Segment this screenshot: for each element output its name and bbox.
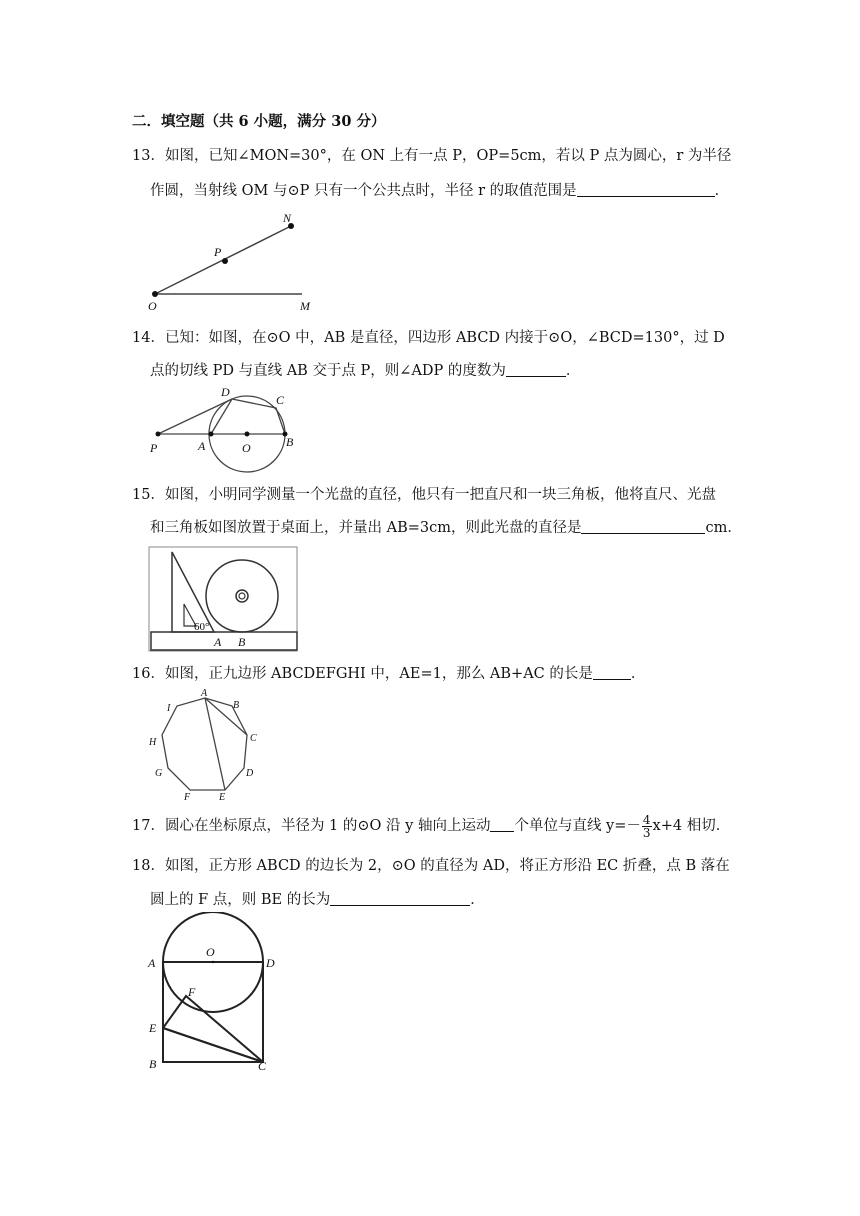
label-i: I: [167, 703, 171, 714]
label-a: A: [214, 635, 222, 649]
q18-text: 圆上的 F 点，则 BE 的长为: [150, 892, 331, 908]
q15-figure: [148, 546, 300, 654]
q17-text-1: 17．圆心在坐标原点，半径为 1 的⊙O 沿 y 轴向上运动: [132, 818, 491, 834]
label-p: P: [150, 441, 158, 455]
q17-answer-blank: [490, 817, 514, 832]
q17-numerator: 4: [642, 812, 651, 827]
disc: [206, 560, 278, 632]
q16-text: 16．如图，正九边形 ABCDEFGHI 中，AE=1，那么 AB+AC 的长是: [132, 666, 593, 682]
label-g: G: [155, 768, 163, 779]
q13-text: 作圆，当射线 OM 与⊙P 只有一个公共点时，半径 r 的取值范围是: [150, 183, 577, 199]
label-b: B: [233, 700, 240, 711]
label-a: A: [198, 439, 206, 453]
q14-answer-blank: [506, 362, 566, 377]
point-p: [222, 258, 228, 264]
q18-line1: 18．如图，正方形 ABCD 的边长为 2，⊙O 的直径为 AD，将正方形沿 EC 折叠，点 B 落在: [132, 858, 730, 874]
section-title: 二．填空题（共 6 小题，满分 30 分）: [132, 113, 386, 130]
label-o: O: [242, 441, 251, 455]
q13-figure: [140, 206, 340, 316]
label-a: A: [201, 688, 208, 699]
point-o: [152, 291, 158, 297]
q15-answer-blank: [581, 519, 705, 534]
q14-line1: 14．已知：如图，在⊙O 中，AB 是直径，四边形 ABCD 内接于⊙O，∠BCD=130°，过 D: [132, 330, 725, 346]
label-o: O: [148, 299, 157, 313]
label-a: A: [148, 956, 156, 970]
label-e: E: [149, 1021, 157, 1035]
label-m: M: [300, 299, 310, 313]
q16-figure: [140, 688, 270, 806]
label-o: O: [206, 945, 215, 959]
point-a: [209, 432, 214, 437]
q15-end: cm．: [705, 520, 742, 536]
q13-line2: [150, 181, 729, 201]
label-f: F: [188, 985, 196, 999]
label-d: D: [221, 385, 230, 399]
folded-edges: [163, 996, 263, 1062]
nonagon: [162, 698, 247, 790]
ruler: [151, 632, 297, 650]
q18-line2: [150, 890, 485, 910]
label-c: C: [258, 1059, 267, 1073]
point-p: [156, 432, 161, 437]
q15-text: 和三角板如图放置于桌面上，并量出 AB=3cm，则此光盘的直径是: [150, 520, 582, 536]
q14-line2: [150, 361, 580, 381]
q17-fraction: [642, 814, 652, 839]
q14-end: ．: [565, 363, 581, 379]
q16-answer-blank: [593, 665, 631, 680]
label-angle: 60°: [194, 621, 210, 633]
q17-text-3: x+4 相切．: [652, 818, 731, 834]
q15-line1: 15．如图，小明同学测量一个光盘的直径，他只有一把直尺和一块三角板，他将直尺、光盘: [132, 487, 716, 503]
photo-frame: [149, 547, 297, 651]
label-b: B: [286, 435, 294, 449]
q13-line1: 13．如图，已知∠MON=30°，在 ON 上有一点 P，OP=5cm，若以 P 点为圆心，r 为半径: [132, 148, 732, 164]
q17-text-2: 个单位与直线 y=－: [514, 818, 641, 834]
label-e: E: [219, 792, 226, 803]
q13-answer-blank: [577, 182, 715, 197]
label-d: D: [246, 768, 254, 779]
label-b: B: [238, 635, 246, 649]
label-c: C: [250, 733, 257, 744]
label-c: C: [276, 393, 285, 407]
q16-end: ．: [630, 666, 646, 682]
label-b: B: [149, 1057, 157, 1071]
point-o: [212, 961, 214, 963]
q14-figure: [140, 384, 310, 476]
label-h: H: [149, 737, 157, 748]
q18-answer-blank: [330, 891, 470, 906]
q17-denominator: 3: [642, 825, 651, 840]
q17-line: [132, 813, 730, 839]
disc-hole-inner: [239, 593, 245, 599]
label-n: N: [283, 211, 292, 225]
q14-text: 点的切线 PD 与直线 AB 交于点 P，则∠ADP 的度数为: [150, 363, 506, 379]
diagonal-ae: [205, 698, 225, 790]
point-o: [245, 432, 250, 437]
q18-end: ．: [470, 892, 485, 908]
q16-line1: [132, 664, 645, 684]
q18-figure: [140, 912, 290, 1074]
q15-line2: [150, 518, 742, 538]
label-f: F: [184, 792, 191, 803]
disc-hole-outer: [236, 590, 248, 602]
label-p: P: [214, 245, 222, 259]
q13-end: ．: [714, 183, 730, 199]
label-d: D: [266, 956, 275, 970]
